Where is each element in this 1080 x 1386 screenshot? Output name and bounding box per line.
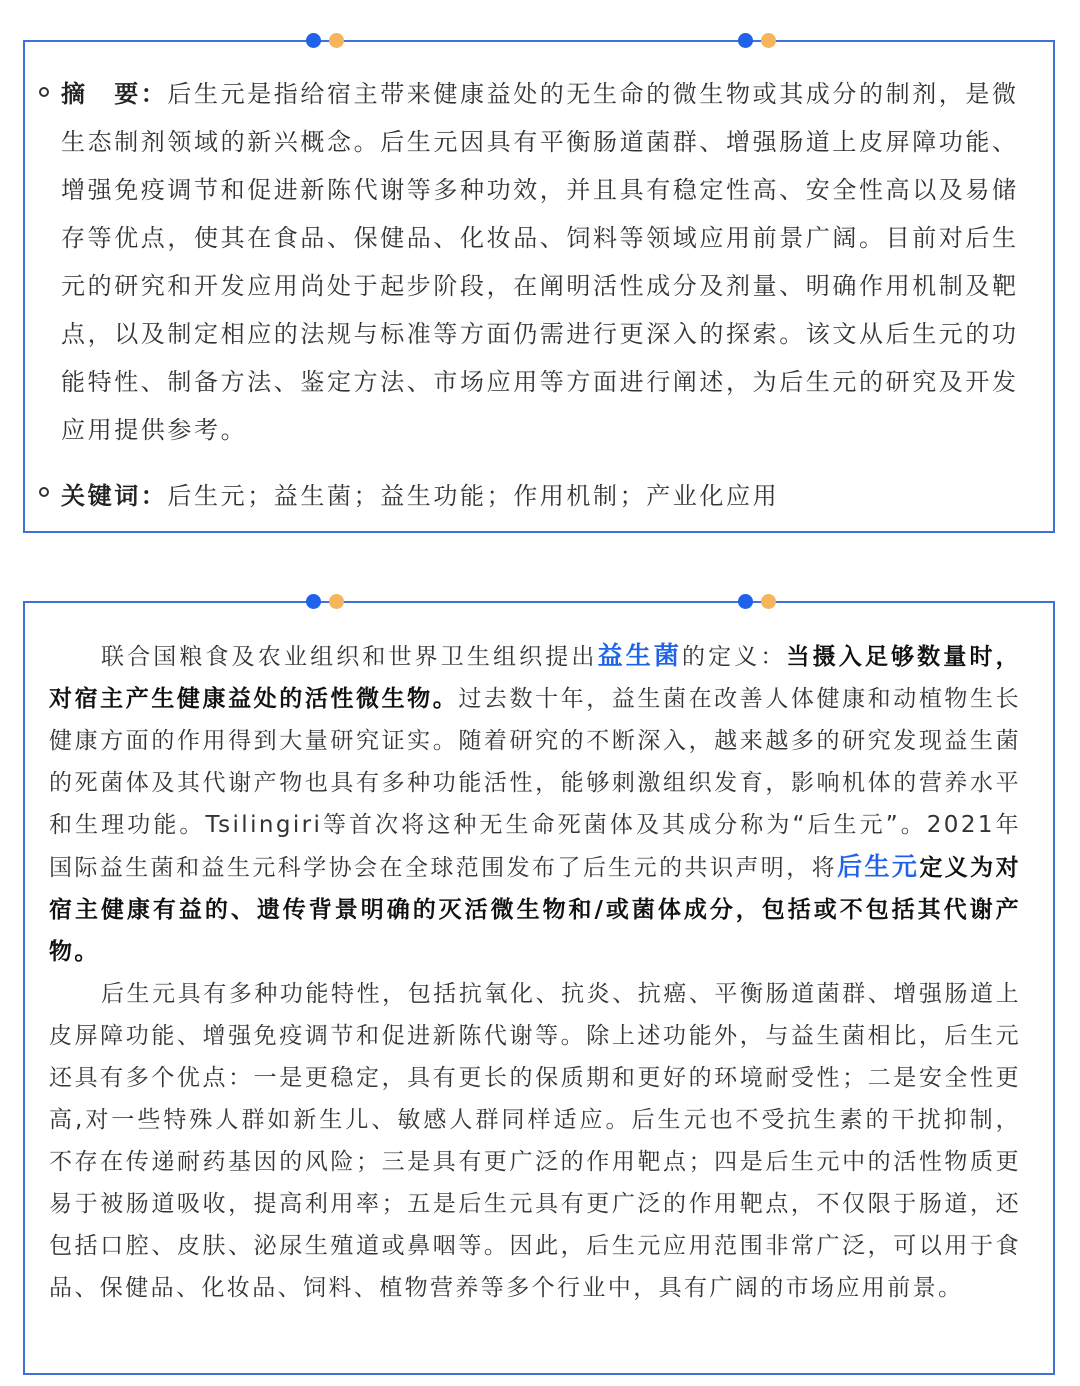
circle-bullet-icon (39, 87, 49, 97)
decorative-dots-right (738, 33, 778, 49)
abstract-paragraph (61, 70, 1036, 454)
decorative-dots-left (306, 594, 346, 610)
paragraph1-text-c: 过去数十年，益生菌在改善人体健康和动植物生长健康方面的作用得到大量研究证实。随着研究的不断深入，越来越多的研究发现益生菌的死菌体及其代谢产物也具有多种功能活性，能够刺激组织发育，影响机体的营养水平和生理功能。Tsilingiri等首次将这种无生命死菌体及其成分称为“后生元”。2021年国际益生菌和益生元科学协会在全球范围发布了后生元的共识声明，将 (49, 686, 1021, 881)
decorative-dots-left (306, 33, 346, 49)
paragraph-postbiotic-features: 后生元具有多种功能特性，包括抗氧化、抗炎、抗癌、平衡肠道菌群、增强肠道上皮屏障功能、增强免疫调节和促进新陈代谢等。除上述功能外，与益生菌相比，后生元还具有多个优点：一是更稳定，具有更长的保质期和更好的环境耐受性；二是安全性更高,对一些特殊人群如新生儿、敏感人群同样适应。后生元也不受抗生素的干扰抑制，不存在传递耐药基因的风险；三是具有更广泛的作用靶点；四是后生元中的活性物质更易于被肠道吸收，提高利用率；五是后生元具有更广泛的作用靶点，不仅限于肠道，还包括口腔、皮肤、泌尿生殖道或鼻咽等。因此，后生元应用范围非常广泛，可以用于食品、保健品、化妆品、饲料、植物营养等多个行业中，具有广阔的市场应用前景。 (49, 981, 1021, 1301)
highlight-postbiotic: 后生元 (837, 852, 920, 881)
abstract-box (23, 40, 1055, 533)
orange-dot-icon (761, 594, 776, 609)
probiotic-definition-bold: 当摄入足够数量时，对宿主产生健康益处的活性微生物。 (49, 644, 1021, 712)
keywords-label: 关键词： (61, 482, 168, 510)
orange-dot-icon (329, 594, 344, 609)
blue-dot-icon (738, 33, 753, 48)
highlight-probiotic: 益生菌 (597, 641, 682, 670)
decorative-dots-right (738, 594, 778, 610)
keywords-text: 后生元；益生菌；益生功能；作用机制；产业化应用 (167, 482, 780, 510)
paragraph-probiotic-definition (49, 635, 1021, 973)
body-text (49, 635, 1021, 1309)
postbiotic-definition-bold: 定义为对宿主健康有益的、遗传背景明确的灭活微生物和/或菌体成分，包括或不包括其代谢产物。 (49, 855, 1021, 965)
paragraph1-text-a: 联合国粮食及农业组织和世界卫生组织提出 (101, 644, 598, 670)
paragraph1-text-b: 的定义： (681, 644, 787, 670)
blue-dot-icon (738, 594, 753, 609)
blue-dot-icon (306, 33, 321, 48)
orange-dot-icon (329, 33, 344, 48)
orange-dot-icon (761, 33, 776, 48)
circle-bullet-icon (39, 487, 49, 497)
body-box (23, 601, 1055, 1375)
blue-dot-icon (306, 594, 321, 609)
abstract-label: 摘 要： (61, 80, 168, 108)
abstract-text: 后生元是指给宿主带来健康益处的无生命的微生物或其成分的制剂，是微生态制剂领域的新兴概念。后生元因具有平衡肠道菌群、增强肠道上皮屏障功能、增强免疫调节和促进新陈代谢等多种功效，并且具有稳定性高、安全性高以及易储存等优点，使其在食品、保健品、化妆品、饲料等领域应用前景广阔。目前对后生元的研究和开发应用尚处于起步阶段，在阐明活性成分及剂量、明确作用机制及靶点，以及制定相应的法规与标准等方面仍需进行更深入的探索。该文从后生元的功能特性、制备方法、鉴定方法、市场应用等方面进行阐述，为后生元的研究及开发应用提供参考。 (61, 80, 1019, 444)
keywords-line (61, 472, 1036, 520)
